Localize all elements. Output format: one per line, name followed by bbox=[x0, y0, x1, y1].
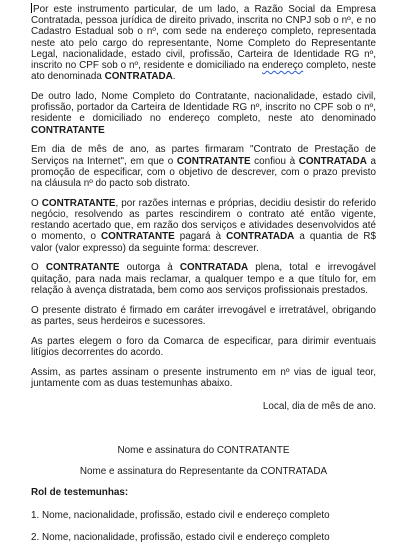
document-body bbox=[31, 3, 376, 389]
paragraph-text: Em dia de mês de ano, as partes firmaram "Contrato de Prestação de Serviços na Internet", em que o bbox=[31, 144, 376, 167]
paragraph-parties-contracting bbox=[31, 91, 376, 136]
paragraph-text: , por razões internas e próprias, decidiu desistir do referido negócio, resolvendo as partes rescindirem o contrato até então vigente, restando acertado que, em razão dos serviços e atividades desenvolvidos até o momento, o bbox=[31, 197, 376, 243]
paragraph-text: De outro lado, Nome Completo do Contratante, nacionalidade, estado civil, profissão, portador da Carteira de Identidade RG nº, inscrito no CPF sob o nº, residente e domiciliado no endereço completo, neste ato denominado bbox=[31, 91, 376, 125]
paragraph-text: a promoção de especificar, com o objetivo de descrever, com o prazo previsto na cláusula nº do pacto sob distrato. bbox=[31, 155, 376, 190]
party-name: CONTRATANTE bbox=[176, 155, 251, 167]
paragraph-text: As partes elegem o foro da Comarca de especificar, para dirimir eventuais litígios decorrentes do acordo. bbox=[31, 335, 376, 358]
paragraph-text: Assim, as partes assinam o presente instrumento em nº vias de igual teor, juntamente com as duas testemunhas abaixo. bbox=[31, 366, 376, 389]
paragraph-jurisdiction bbox=[31, 336, 376, 358]
paragraph-text: . bbox=[172, 71, 176, 83]
witness-item: 1. Nome, nacionalidade, profissão, estado civil e endereço completo bbox=[31, 509, 330, 521]
paragraph-text: a quantia de R$ valor (valor expresso) da seguinte forma: descrever. bbox=[31, 231, 376, 254]
paragraph-signature-statement bbox=[31, 367, 376, 389]
party-name: CONTRATANTE bbox=[31, 124, 105, 136]
witness-item: 2. Nome, nacionalidade, profissão, estado civil e endereço completo bbox=[31, 531, 330, 543]
document-page[interactable] bbox=[31, 3, 376, 553]
paragraph-text: outorga à bbox=[119, 262, 180, 274]
paragraph-text: O bbox=[31, 197, 42, 209]
party-name: CONTRATADA bbox=[179, 262, 249, 274]
party-name: CONTRATADA bbox=[298, 155, 367, 167]
party-name: CONTRATANTE bbox=[41, 197, 116, 209]
witnesses-title: Rol de testemunhas: bbox=[31, 487, 129, 499]
party-name: CONTRATANTE bbox=[45, 262, 120, 274]
text-cursor bbox=[31, 3, 32, 13]
signature-contratante: Nome e assinatura do CONTRATANTE bbox=[117, 445, 290, 457]
place-date: Local, dia de mês de ano. bbox=[262, 401, 376, 413]
paragraph-text: Por este instrumento particular, de um lado, a Razão Social da Empresa Contratada, pessoa jurídica de direito privado, inscrita no CNPJ sob o nº, e no Cadastro Estadual sob o nº, com sede na endereço completo, representada neste ato pelo cargo do representante, Nome Completo do Representante Legal, nacionalidade, estado civil, profissão, Carteira de Identidade RG nº, inscrito no CPF sob o nº, residente e domiciliado na bbox=[31, 4, 376, 72]
paragraph-release bbox=[31, 262, 376, 296]
paragraph-background bbox=[31, 144, 376, 189]
party-name: CONTRATANTE bbox=[101, 231, 175, 243]
paragraph-text: plena, total e irrevogável quitação, para nada mais reclamar, a qualquer tempo e a que título for, em relação à avença distratada, bem como aos serviços profissionais prestados. bbox=[31, 262, 377, 296]
signature-contratada: Nome e assinatura do Representante da CONTRATADA bbox=[79, 466, 328, 478]
paragraph-text: confiou à bbox=[250, 155, 299, 167]
paragraph-irrevocable bbox=[31, 305, 376, 327]
party-name: CONTRATADA bbox=[104, 71, 173, 83]
paragraph-text: pagará à bbox=[174, 231, 227, 243]
paragraph-text: O bbox=[31, 262, 46, 274]
misspelled-word: endereço bbox=[261, 60, 304, 72]
party-name: CONTRATADA bbox=[226, 231, 295, 243]
paragraph-text: O presente distrato é firmado em caráter irrevogável e irretratável, obrigando as partes, seus herdeiros e sucessores. bbox=[31, 304, 376, 327]
paragraph-text: completo, neste ato denominada bbox=[31, 60, 376, 83]
paragraph-termination bbox=[31, 198, 376, 254]
paragraph-parties-contracted bbox=[31, 3, 376, 82]
